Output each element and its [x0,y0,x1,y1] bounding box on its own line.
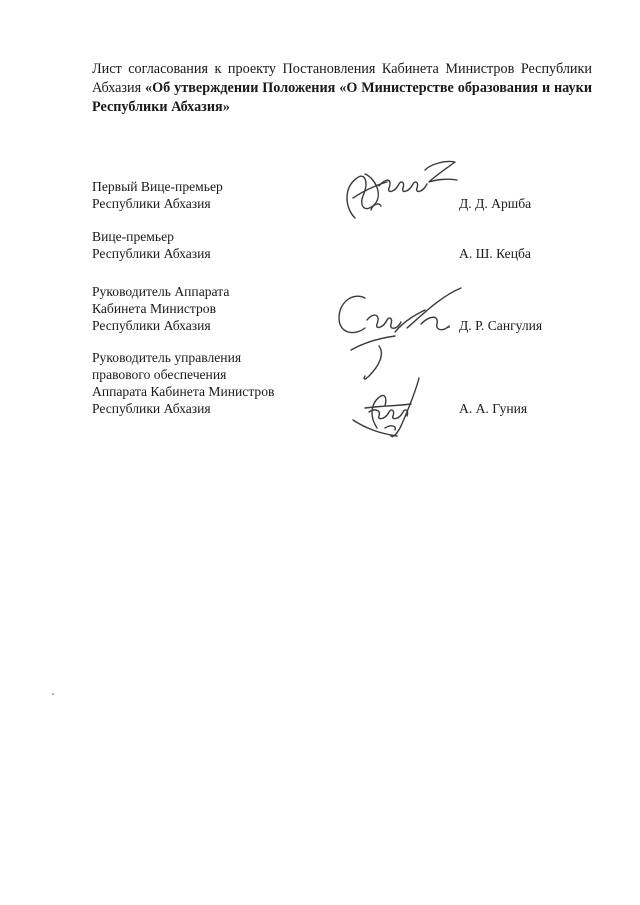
signer-name: А. А. Гуния [459,401,528,416]
heading-bold-title: «Об утверждении Положения «О Министерстве образования и науки Республики Абхазия» [92,80,593,115]
signer-position: Руководитель Аппарата Кабинета Министров Республики Абхазия [92,284,230,333]
signer-name: Д. Р. Сангулия [459,318,543,333]
heading-lead-text: Лист согласования к проекту Постановления Кабинета Министров Республики Абхазия [92,61,592,96]
document-heading [92,60,592,117]
signer-position: Руководитель управления правового обеспечения Аппарата Кабинета Министров Республики Абхазия [92,350,275,416]
signer-position: Первый Вице-премьер Республики Абхазия [92,179,223,211]
signer-position: Вице-премьер Республики Абхазия [92,229,211,261]
signer-name: Д. Д. Аршба [459,196,532,211]
signature-arshba [335,148,465,228]
signature-gunia [345,372,445,444]
scan-speck [52,693,54,695]
ink-dot [448,326,450,328]
signature-sangulia [325,280,470,385]
signer-name: А. Ш. Кецба [459,246,531,261]
signer-block-ketsba [92,228,612,262]
